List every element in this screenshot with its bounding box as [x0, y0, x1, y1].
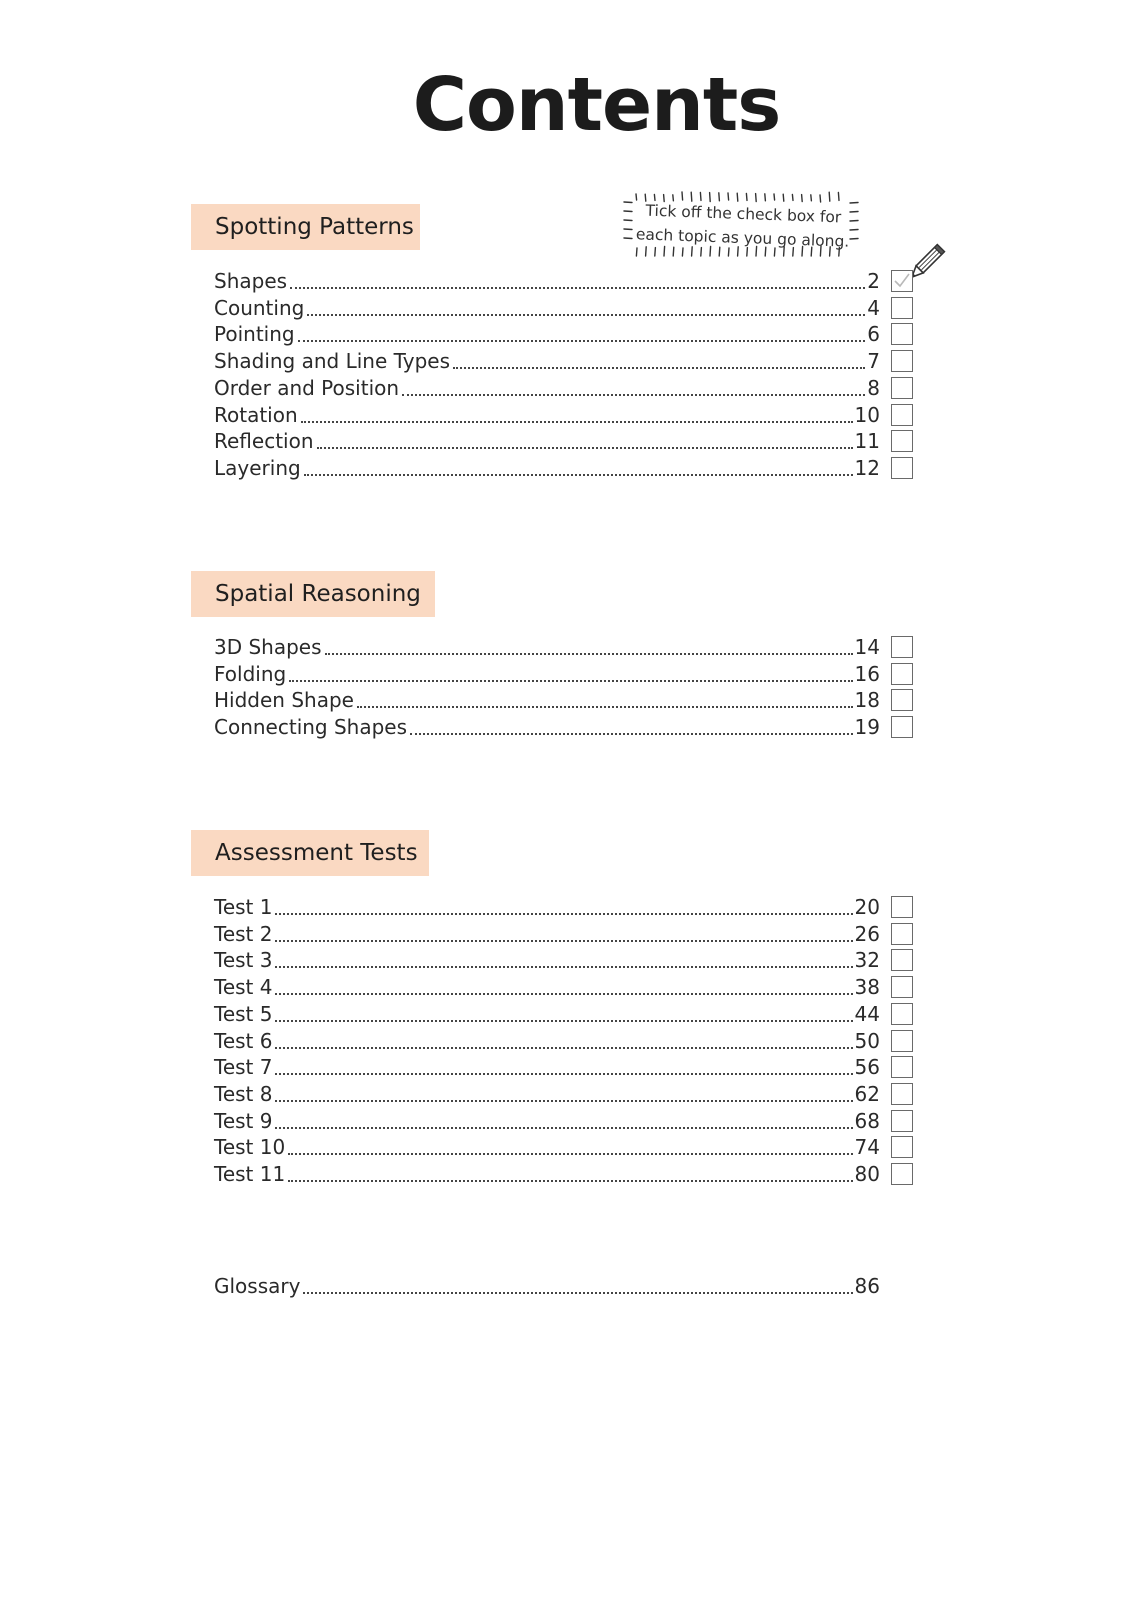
- toc-entry: [214, 1108, 914, 1135]
- toc-entry-page: 38: [854, 975, 880, 1000]
- topic-checkbox[interactable]: [891, 297, 913, 319]
- toc-entry: [214, 321, 914, 348]
- toc-entry: [214, 295, 914, 322]
- dot-leader: [453, 367, 865, 369]
- toc-entry-page: 62: [854, 1081, 880, 1106]
- toc-entry-label: Shapes: [214, 269, 288, 293]
- toc-entry-label: Test 9: [214, 1108, 273, 1133]
- toc-entry: [214, 375, 914, 402]
- toc-entry: [214, 1161, 914, 1188]
- dot-leader: [275, 940, 852, 942]
- topic-checkbox[interactable]: [891, 1110, 913, 1132]
- dot-leader: [357, 706, 853, 708]
- toc-entry-label: Test 3: [214, 948, 273, 973]
- note-line-1: Tick off the check box for: [645, 201, 842, 227]
- toc-entry-page: 16: [854, 661, 880, 686]
- topic-checkbox[interactable]: [891, 716, 913, 738]
- topic-checkbox[interactable]: [891, 1136, 913, 1158]
- topic-checkbox[interactable]: [891, 1083, 913, 1105]
- toc-entry-label: Folding: [214, 661, 287, 686]
- topic-checkbox[interactable]: [891, 1003, 913, 1025]
- dot-leader: [275, 1073, 852, 1075]
- topic-checkbox[interactable]: [891, 457, 913, 479]
- toc-entry-label: Reflection: [214, 429, 314, 454]
- toc-entry-label: 3D Shapes: [214, 635, 322, 659]
- section-heading: Spatial Reasoning: [191, 571, 435, 617]
- dot-leader: [298, 340, 866, 342]
- toc-entry-label: Counting: [214, 295, 305, 320]
- toc-entry-page: 2: [867, 269, 880, 293]
- dot-leader: [275, 1127, 852, 1129]
- topic-checkbox[interactable]: [891, 923, 913, 945]
- toc-entry: [214, 455, 914, 482]
- toc-entry-label: Test 5: [214, 1001, 273, 1026]
- dot-leader: [288, 1153, 852, 1155]
- toc-entry-label: Test 4: [214, 975, 273, 1000]
- toc-entry-page: 19: [854, 715, 880, 740]
- topic-checkbox[interactable]: [891, 1030, 913, 1052]
- toc-entry: [214, 661, 914, 688]
- topic-checkbox[interactable]: [891, 404, 913, 426]
- toc-entry-page: 50: [854, 1028, 880, 1053]
- toc-entry-label: Test 2: [214, 921, 273, 946]
- page-title: Contents: [412, 62, 781, 148]
- toc-entry-label: Shading and Line Types: [214, 349, 450, 374]
- dot-leader: [275, 1100, 852, 1102]
- toc-entry: [214, 402, 914, 429]
- topic-checkbox[interactable]: [891, 323, 913, 345]
- toc-entry: [214, 1028, 914, 1055]
- dot-leader: [275, 913, 852, 915]
- toc-entry-label: Test 6: [214, 1028, 273, 1053]
- topic-checkbox[interactable]: [891, 377, 913, 399]
- toc-entry-page: 11: [854, 429, 880, 454]
- toc-entry: [214, 714, 914, 741]
- toc-entry: [214, 921, 914, 948]
- topic-checkbox[interactable]: [891, 663, 913, 685]
- dot-leader: [275, 966, 852, 968]
- dot-leader: [304, 474, 853, 476]
- dot-leader: [275, 993, 852, 995]
- toc-entry-label: Hidden Shape: [214, 688, 354, 713]
- toc-entry-page: 32: [854, 948, 880, 973]
- dot-leader: [289, 680, 852, 682]
- topic-checkbox[interactable]: [891, 1056, 913, 1078]
- toc-entry-page: 26: [854, 921, 880, 946]
- toc-entry-label: Test 8: [214, 1081, 273, 1106]
- toc-entry-label: Glossary: [214, 1274, 301, 1298]
- toc-entry-page: 80: [854, 1162, 880, 1186]
- topic-checkbox[interactable]: [891, 350, 913, 372]
- dot-leader: [275, 1047, 852, 1049]
- toc-entry-page: 18: [854, 688, 880, 713]
- topic-checkbox[interactable]: [891, 1163, 913, 1185]
- toc-entry: [214, 947, 914, 974]
- toc-entry-label: Test 10: [214, 1135, 286, 1160]
- toc-entry: [214, 894, 914, 921]
- toc-entry-label: Test 11: [214, 1162, 286, 1186]
- topic-checkbox[interactable]: [891, 636, 913, 658]
- toc-entry-page: 20: [854, 895, 880, 919]
- topic-checkbox[interactable]: [891, 270, 913, 292]
- dot-leader: [317, 447, 853, 449]
- dot-leader: [290, 287, 865, 289]
- toc-entry: [214, 634, 914, 661]
- toc-entry-label: Order and Position: [214, 375, 400, 400]
- dot-leader: [303, 1292, 852, 1294]
- toc-entry-label: Pointing: [214, 322, 295, 347]
- note-line-2: each topic as you go along.: [635, 225, 850, 251]
- toc-entry-page: 4: [867, 295, 880, 320]
- dot-leader: [301, 421, 853, 423]
- toc-entry-page: 12: [854, 455, 880, 480]
- toc-entry-page: 68: [854, 1108, 880, 1133]
- toc-entry: [214, 1134, 914, 1161]
- toc-entry-label: Connecting Shapes: [214, 715, 408, 740]
- dot-leader: [402, 394, 865, 396]
- toc-entry: [214, 348, 914, 375]
- toc-entry-page: 86: [854, 1274, 880, 1298]
- toc-entry: [214, 1081, 914, 1108]
- topic-checkbox[interactable]: [891, 896, 913, 918]
- toc-entry-page: 6: [867, 322, 880, 347]
- toc-entry: [214, 1054, 914, 1081]
- instruction-note: [622, 190, 860, 258]
- dot-leader: [410, 733, 853, 735]
- toc-entry: [214, 268, 914, 295]
- topic-checkbox[interactable]: [891, 949, 913, 971]
- topic-checkbox[interactable]: [891, 430, 913, 452]
- toc-entry-label: Rotation: [214, 402, 298, 427]
- toc-entry: [214, 1273, 914, 1300]
- toc-entry-page: 7: [867, 349, 880, 374]
- dot-leader: [307, 314, 865, 316]
- section-heading: Assessment Tests: [191, 830, 429, 876]
- toc-entry-label: Test 7: [214, 1055, 273, 1080]
- toc-entry-page: 74: [854, 1135, 880, 1160]
- topic-checkbox[interactable]: [891, 976, 913, 998]
- dot-leader: [288, 1180, 852, 1182]
- toc-entry-page: 56: [854, 1055, 880, 1080]
- check-mark-icon: [893, 272, 911, 290]
- toc-entry-label: Test 1: [214, 895, 273, 919]
- topic-checkbox[interactable]: [891, 689, 913, 711]
- dot-leader: [275, 1020, 852, 1022]
- toc-entry-page: 10: [854, 402, 880, 427]
- section-heading: Spotting Patterns: [191, 204, 420, 250]
- toc-entry: [214, 428, 914, 455]
- toc-entry-page: 44: [854, 1001, 880, 1026]
- toc-entry-label: Layering: [214, 455, 301, 480]
- toc-entry-page: 8: [867, 375, 880, 400]
- toc-entry: [214, 1001, 914, 1028]
- toc-entry: [214, 687, 914, 714]
- dot-leader: [325, 653, 853, 655]
- toc-entry-page: 14: [854, 635, 880, 659]
- toc-entry: [214, 974, 914, 1001]
